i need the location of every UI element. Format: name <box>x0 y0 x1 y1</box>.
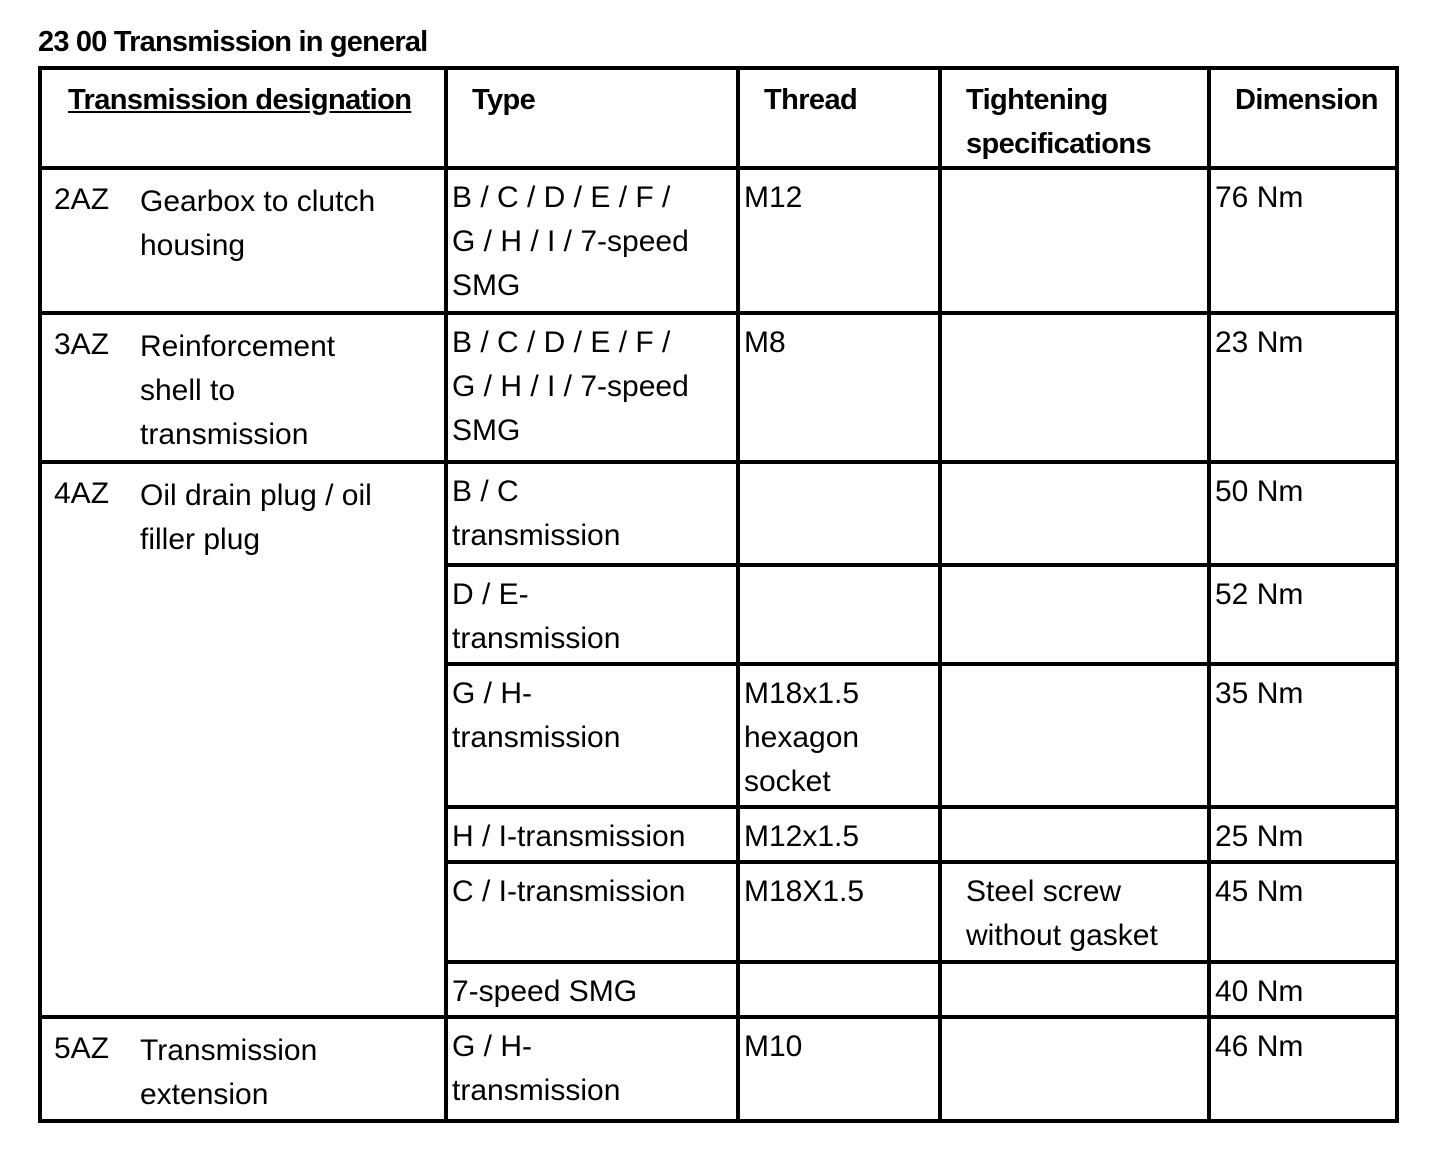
type-line: SMG <box>452 269 521 302</box>
type-line: G / H / I / 7-speed <box>452 225 689 258</box>
description-line: filler plug <box>140 523 261 556</box>
thread-line: socket <box>744 765 831 798</box>
designation-code: 4AZ <box>54 477 110 510</box>
table-header-row <box>40 68 1397 168</box>
tightening-cell <box>940 962 1209 1017</box>
description-line: Oil drain plug / oil <box>140 479 372 512</box>
type-line: G / H- <box>452 677 532 710</box>
designation-description <box>140 464 444 562</box>
header-designation: Transmission designation <box>40 68 446 168</box>
thread-line: M18X1.5 <box>744 875 865 908</box>
designation-code: 2AZ <box>54 183 110 216</box>
type-cell <box>446 962 738 1017</box>
type-line: H / I-transmission <box>452 820 686 853</box>
dimension-cell: 23 Nm <box>1209 313 1397 462</box>
type-cell <box>446 313 738 462</box>
table-row <box>40 168 1397 313</box>
type-line: SMG <box>452 414 521 447</box>
dimension-cell: 45 Nm <box>1209 862 1397 962</box>
header-thread: Thread <box>738 68 940 168</box>
dimension-cell: 25 Nm <box>1209 807 1397 862</box>
thread-line: M10 <box>744 1030 803 1063</box>
thread-line: M12x1.5 <box>744 820 860 853</box>
thread-cell <box>738 313 940 462</box>
dimension-cell: 46 Nm <box>1209 1017 1397 1121</box>
designation-code: 3AZ <box>54 328 110 361</box>
tightening-line: Steel screw <box>966 875 1122 908</box>
thread-cell <box>738 962 940 1017</box>
designation-cell <box>40 168 446 313</box>
header-tightening-line2: specifications <box>966 128 1151 160</box>
type-line: G / H / I / 7-speed <box>452 370 689 403</box>
designation-description <box>140 315 444 457</box>
table-row <box>40 1017 1397 1121</box>
designation-cell <box>40 462 446 1017</box>
type-line: transmission <box>452 519 621 552</box>
tightening-cell <box>940 565 1209 664</box>
type-line: transmission <box>452 1074 621 1107</box>
designation-description <box>140 1019 444 1117</box>
type-line: 7-speed SMG <box>452 975 638 1008</box>
tightening-cell <box>940 1017 1209 1121</box>
thread-cell <box>738 462 940 565</box>
thread-cell <box>738 862 940 962</box>
type-cell <box>446 168 738 313</box>
header-type: Type <box>446 68 738 168</box>
type-line: D / E- <box>452 578 529 611</box>
transmission-spec-table <box>38 66 1399 1123</box>
type-line: C / I-transmission <box>452 875 686 908</box>
type-cell <box>446 1017 738 1121</box>
type-line: B / C / D / E / F / <box>452 326 671 359</box>
header-tightening-line1: Tightening <box>966 84 1108 116</box>
designation-cell <box>40 313 446 462</box>
header-tightening <box>940 68 1209 168</box>
type-cell <box>446 462 738 565</box>
thread-line: M12 <box>744 181 803 214</box>
dimension-cell: 40 Nm <box>1209 962 1397 1017</box>
designation-code: 5AZ <box>54 1032 110 1065</box>
description-line: Gearbox to clutch <box>140 185 376 218</box>
description-line: transmission <box>140 418 309 451</box>
type-cell <box>446 664 738 807</box>
dimension-cell: 52 Nm <box>1209 565 1397 664</box>
tightening-line: without gasket <box>966 919 1158 952</box>
thread-cell <box>738 168 940 313</box>
dimension-cell: 76 Nm <box>1209 168 1397 313</box>
description-line: housing <box>140 229 246 262</box>
dimension-cell: 35 Nm <box>1209 664 1397 807</box>
thread-cell <box>738 664 940 807</box>
description-line: Transmission <box>140 1034 318 1067</box>
thread-line: M8 <box>744 326 786 359</box>
thread-cell <box>738 565 940 664</box>
table-row <box>40 462 1397 565</box>
type-line: G / H- <box>452 1030 532 1063</box>
type-line: B / C <box>452 475 519 508</box>
dimension-cell: 50 Nm <box>1209 462 1397 565</box>
tightening-cell <box>940 168 1209 313</box>
thread-cell <box>738 807 940 862</box>
tightening-cell <box>940 313 1209 462</box>
type-line: B / C / D / E / F / <box>452 181 671 214</box>
tightening-cell <box>940 462 1209 565</box>
type-line: transmission <box>452 622 621 655</box>
table-row <box>40 313 1397 462</box>
description-line: shell to <box>140 374 236 407</box>
thread-line: hexagon <box>744 721 860 754</box>
type-cell <box>446 565 738 664</box>
designation-cell <box>40 1017 446 1121</box>
type-cell <box>446 807 738 862</box>
thread-cell <box>738 1017 940 1121</box>
page-title: 23 00 Transmission in general <box>38 26 428 58</box>
description-line: Reinforcement <box>140 330 336 363</box>
type-cell <box>446 862 738 962</box>
description-line: extension <box>140 1078 269 1111</box>
thread-line: M18x1.5 <box>744 677 860 710</box>
tightening-cell <box>940 664 1209 807</box>
tightening-cell <box>940 862 1209 962</box>
header-dimension: Dimension <box>1209 68 1397 168</box>
designation-description <box>140 170 444 268</box>
type-line: transmission <box>452 721 621 754</box>
tightening-cell <box>940 807 1209 862</box>
